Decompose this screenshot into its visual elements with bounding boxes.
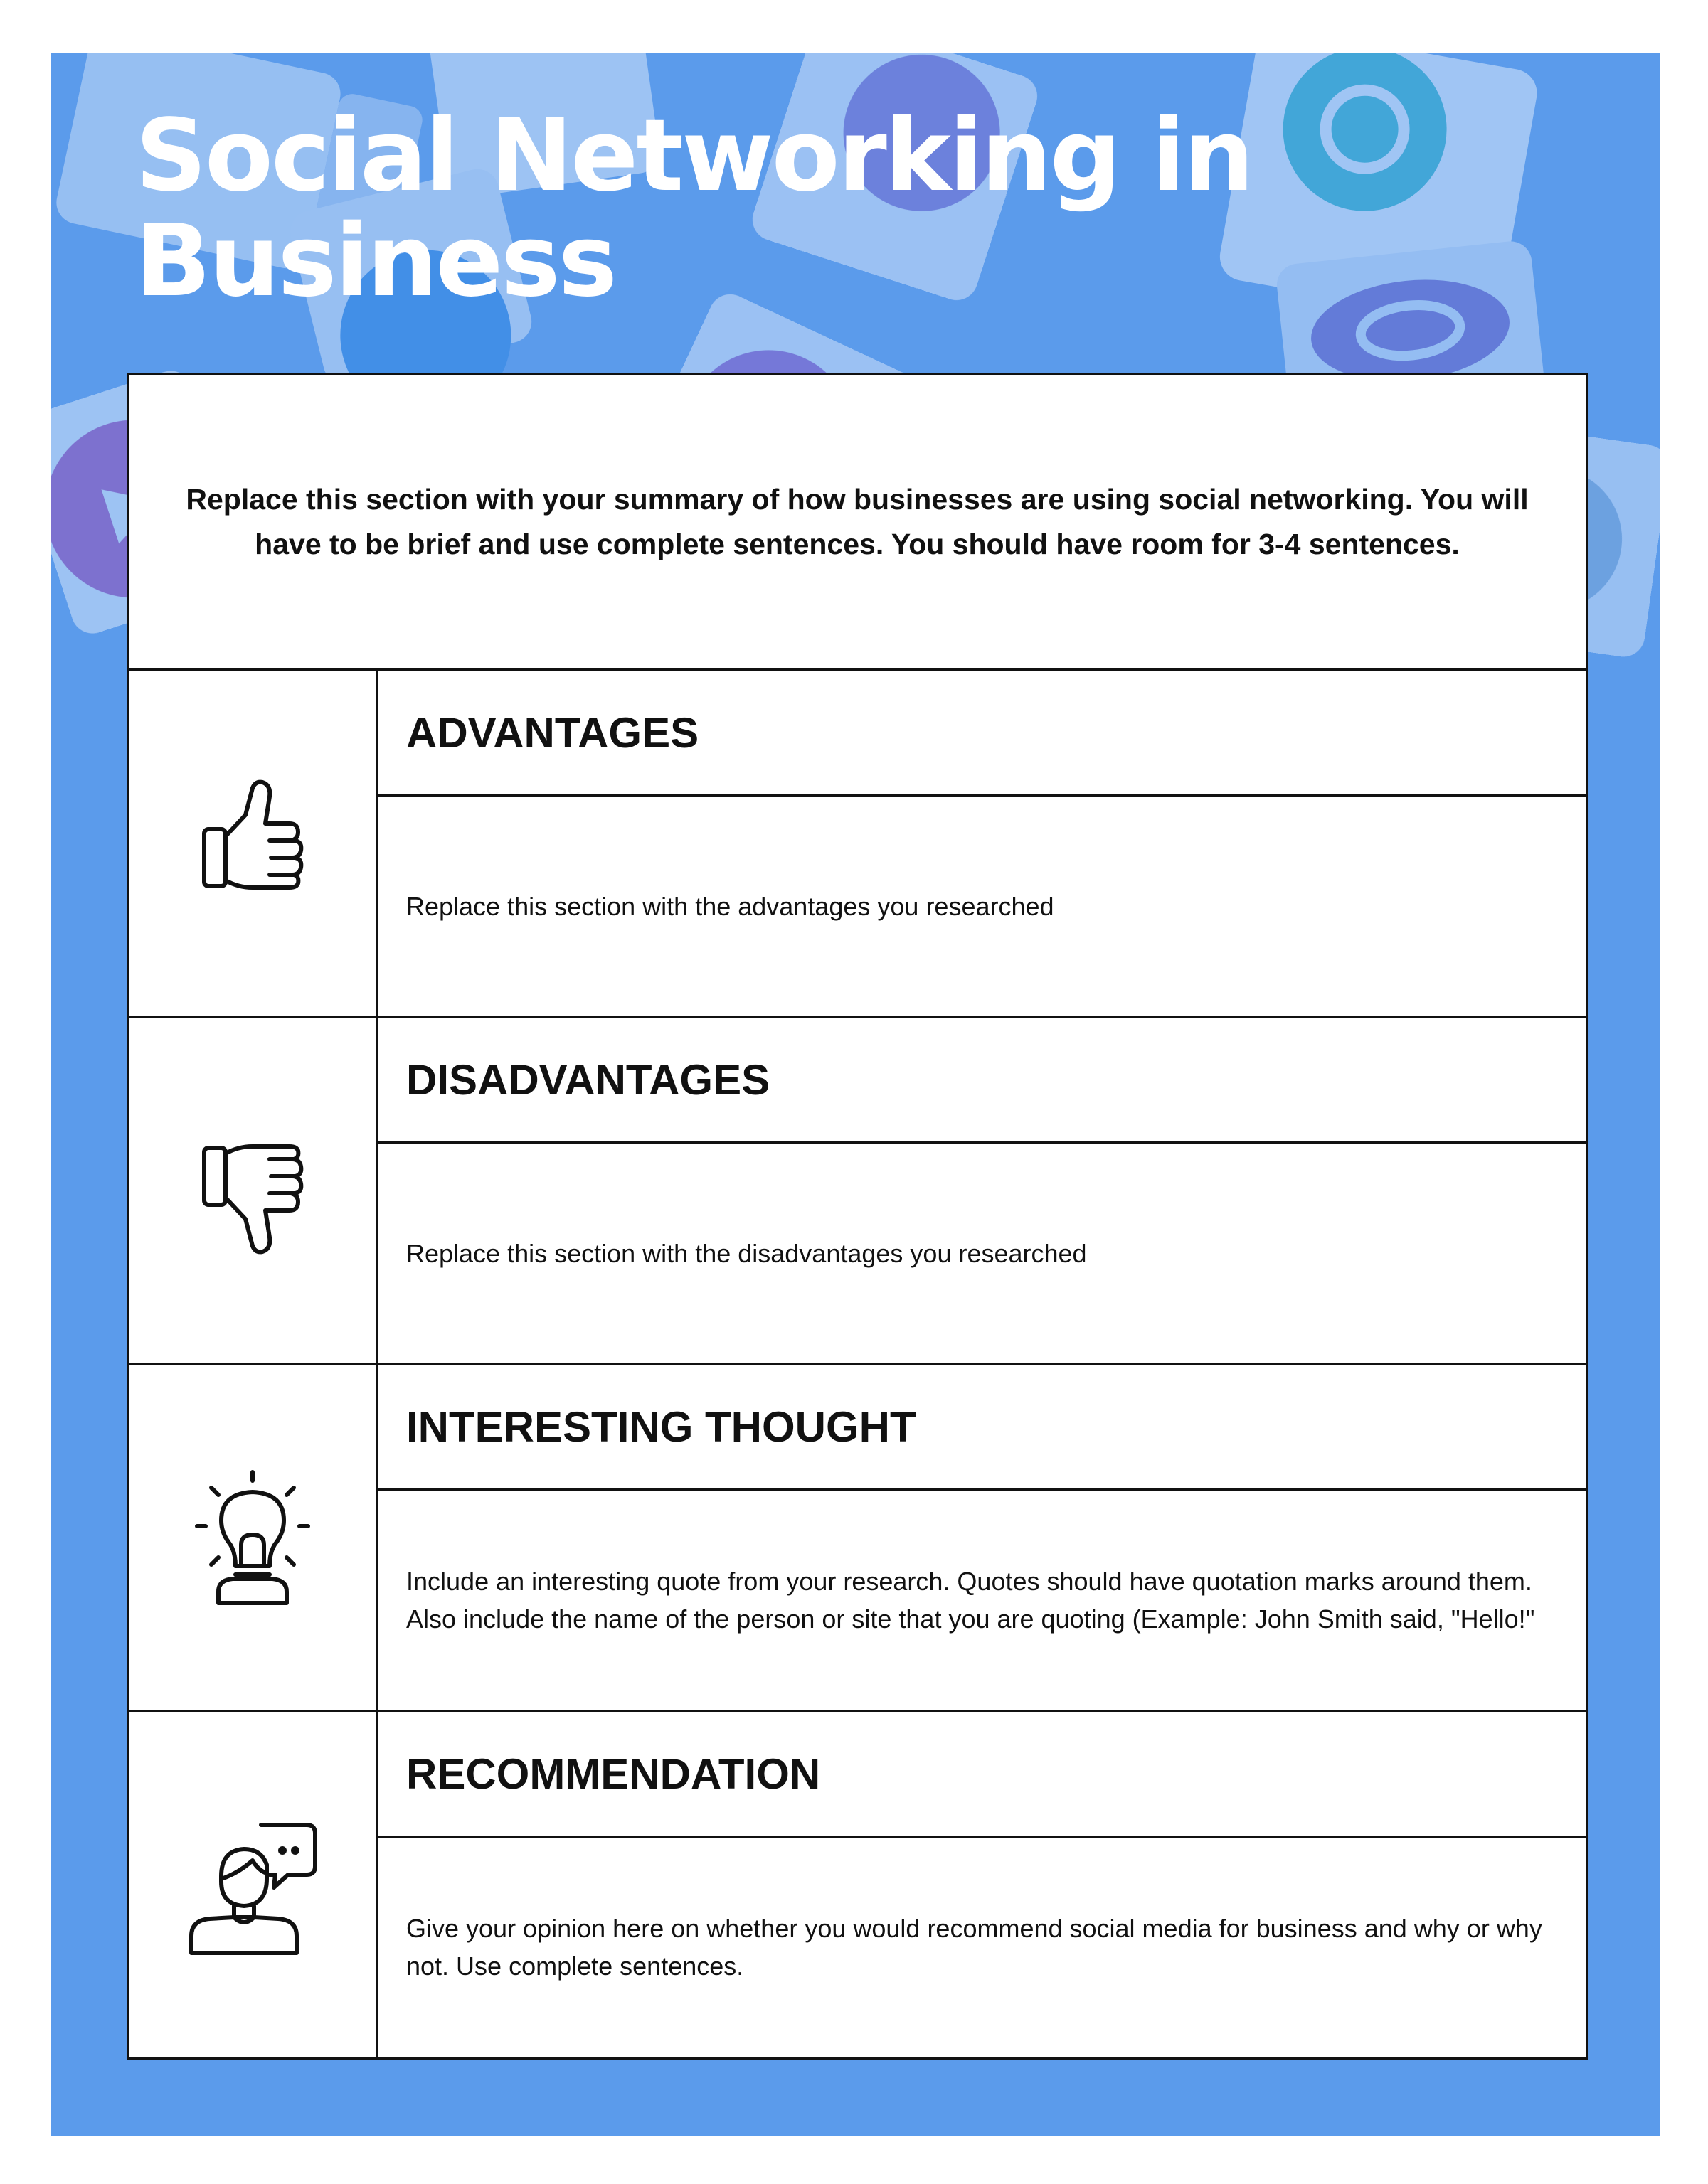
- interesting-thought-section: [129, 1365, 1586, 1712]
- interesting-thought-heading: INTERESTING THOUGHT: [406, 1402, 916, 1451]
- advantages-section: [129, 671, 1586, 1018]
- recommendation-heading: RECOMMENDATION: [406, 1749, 821, 1798]
- disadvantages-content: [378, 1018, 1586, 1363]
- disadvantages-icon-cell: [129, 1018, 378, 1363]
- interesting-thought-body-cell: [378, 1491, 1586, 1710]
- thumbs-down-icon: [181, 1119, 324, 1262]
- summary-section: [129, 375, 1586, 671]
- thumbs-up-icon: [181, 772, 324, 915]
- disadvantages-text: Replace this section with the disadvantages you researched: [406, 1238, 1087, 1268]
- interesting-thought-icon-cell: [129, 1365, 378, 1710]
- disadvantages-section: [129, 1018, 1586, 1365]
- person-speech-bubble-icon: [181, 1813, 324, 1956]
- advantages-text: Replace this section with the advantages you researched: [406, 891, 1054, 921]
- recommendation-text: Give your opinion here on whether you would recommend social media for business and why or why not. Use complete sentences.: [406, 1914, 1542, 1981]
- page-title: Social Networking in Business: [135, 98, 1253, 319]
- disadvantages-heading-cell: [378, 1018, 1586, 1144]
- advantages-icon-cell: [129, 671, 378, 1016]
- recommendation-heading-cell: [378, 1712, 1586, 1838]
- interesting-thought-heading-cell: [378, 1365, 1586, 1491]
- advantages-content: [378, 671, 1586, 1016]
- recommendation-icon-cell: [129, 1712, 378, 2057]
- disadvantages-body-cell: [378, 1144, 1586, 1363]
- worksheet-card: [127, 373, 1588, 2060]
- lightbulb-icon: [181, 1466, 324, 1609]
- interesting-thought-content: [378, 1365, 1586, 1710]
- summary-text: Replace this section with your summary of how businesses are using social networking. You will have to be brief and use complete sentences. You should have room for 3-4 sentences.: [186, 482, 1529, 560]
- advantages-body-cell: [378, 797, 1586, 1016]
- disadvantages-heading: DISADVANTAGES: [406, 1055, 770, 1104]
- advantages-heading: ADVANTAGES: [406, 708, 699, 757]
- recommendation-content: [378, 1712, 1586, 2057]
- poster: [51, 53, 1660, 2136]
- recommendation-body-cell: [378, 1838, 1586, 2057]
- advantages-heading-cell: [378, 671, 1586, 797]
- interesting-thought-text: Include an interesting quote from your research. Quotes should have quotation marks around them. Also include the name of the person or site that you are quoting (Example: John Smith said, "Hello!": [406, 1567, 1535, 1634]
- recommendation-section: [129, 1712, 1586, 2057]
